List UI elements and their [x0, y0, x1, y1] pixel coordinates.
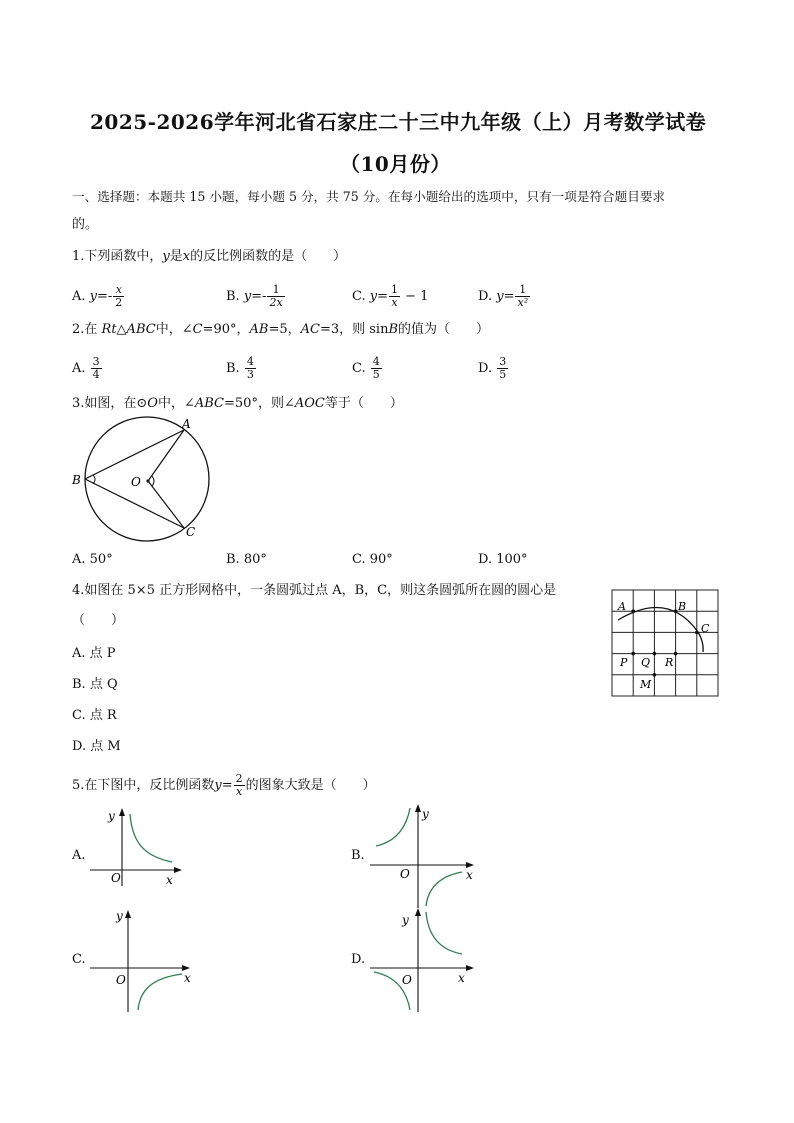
question-3-stem: 3.如图，在⊙O中，∠ABC=50°，则∠AOC等于（ ） — [72, 396, 403, 411]
q4-label-p: P — [620, 656, 628, 669]
q4-label-m: M — [640, 678, 652, 691]
q2-option-d[interactable]: D. $\frac{3}{5}$ — [478, 355, 507, 381]
q3-label-b: B — [72, 473, 81, 487]
q5-option-d-label[interactable]: D. — [351, 952, 366, 967]
section-header: 一、选择题：本题共 15 小题，每小题 5 分，共 75 分。在每小题给出的选项中，只有一项是符合题目要求 — [72, 189, 666, 204]
q3-label-c: C — [186, 525, 196, 539]
q3-option-b[interactable]: B. 80° — [226, 552, 267, 567]
page-title: 2025-2026学年河北省石家庄二十三中九年级（上）月考数学试卷 — [90, 110, 707, 134]
q1-option-a[interactable]: A. y=- $\frac{x}{2}$ — [72, 283, 123, 309]
q4-point-r — [674, 652, 678, 656]
q5-b-x-label: x — [466, 868, 473, 882]
q5-d-curve-top — [426, 912, 462, 954]
q3-label-o: O — [131, 475, 141, 489]
q5-option-b-label[interactable]: B. — [351, 848, 365, 863]
q5-a-origin: O — [111, 871, 121, 885]
q2-option-b[interactable]: B. $\frac{4}{3}$ — [226, 355, 254, 381]
q4-grid-figure — [608, 588, 723, 703]
q3-center-point — [146, 479, 149, 482]
q5-a-y-label: y — [108, 809, 115, 823]
q3-option-d[interactable]: D. 100° — [478, 552, 528, 567]
q4-label-a: A — [618, 600, 626, 613]
q4-option-d[interactable]: D. 点 M — [72, 739, 121, 754]
q5-a-curve — [130, 814, 172, 862]
q4-label-b: B — [678, 600, 687, 613]
q5-c-y-label: y — [116, 909, 123, 923]
q5-d-origin: O — [402, 973, 412, 987]
q4-option-a[interactable]: A. 点 P — [72, 646, 116, 661]
q5-b-origin: O — [400, 867, 410, 881]
q4-label-q: Q — [641, 656, 651, 669]
q3-circle-figure — [66, 415, 216, 545]
q2-option-a[interactable]: A. $\frac{3}{4}$ — [72, 355, 100, 381]
q5-b-curve-top — [376, 808, 410, 846]
q1-option-c[interactable]: C. y= $\frac{1}{x}$ − 1 — [352, 283, 429, 309]
q5-option-a-label[interactable]: A. — [72, 848, 86, 863]
q3-segment-ba — [85, 430, 184, 479]
q4-option-c[interactable]: C. 点 R — [72, 708, 117, 723]
q4-point-q — [653, 652, 657, 656]
q3-label-a: A — [182, 417, 191, 431]
question-4-stem-cont: （ ） — [72, 613, 125, 628]
q5-c-origin: O — [116, 973, 126, 987]
question-4-stem: 4.如图在 5×5 正方形网格中，一条圆弧过点 A，B，C，则这条圆弧所在圆的圆心是 — [72, 583, 557, 598]
q3-circle — [85, 417, 209, 541]
question-1-stem: 1.下列函数中，y是x的反比例函数的是（ ） — [72, 249, 347, 264]
section-header-cont: 的。 — [72, 217, 99, 232]
q1-option-d[interactable]: D. y= $\frac{1}{\text{x²}}$ — [478, 283, 529, 309]
q5-c-curve — [138, 974, 182, 1010]
question-5-stem: 5.在下图中，反比例函数y= $\frac{2}{x}$ 的图象大致是（ ） — [72, 772, 376, 798]
q5-b-curve-bottom — [426, 872, 462, 906]
q4-point-p — [631, 652, 635, 656]
q5-b-y-label: y — [422, 807, 429, 821]
q2-option-c[interactable]: C. $\frac{4}{5}$ — [352, 355, 380, 381]
q5-c-x-label: x — [184, 971, 191, 985]
q3-option-a[interactable]: A. 50° — [72, 552, 113, 567]
q4-point-a — [631, 609, 635, 613]
q5-d-x-label: x — [458, 971, 465, 985]
q3-segment-oa — [148, 430, 184, 481]
q4-point-m — [653, 673, 657, 677]
q5-graph-d[interactable] — [366, 906, 481, 1016]
q4-point-c — [695, 631, 699, 635]
page-subtitle: （10月份） — [340, 152, 451, 176]
q4-label-c: C — [701, 622, 710, 635]
q4-option-b[interactable]: B. 点 Q — [72, 677, 118, 692]
q1-option-b[interactable]: B. y=- $\frac{1}{2x}$ — [226, 283, 283, 309]
q5-d-y-label: y — [402, 913, 409, 927]
question-2-stem: 2.在 Rt△ABC中，∠C=90°，AB=5，AC=3，则 sinB的值为（ ） — [72, 322, 490, 337]
q3-segment-oc — [148, 481, 184, 528]
q5-graph-a[interactable] — [86, 806, 186, 890]
q5-graph-c[interactable] — [86, 906, 196, 1016]
q5-option-c-label[interactable]: C. — [72, 952, 86, 967]
q3-option-c[interactable]: C. 90° — [352, 552, 393, 567]
q4-label-r: R — [665, 656, 674, 669]
q5-graph-b[interactable] — [366, 800, 481, 912]
q3-angle-o-arc — [152, 476, 154, 486]
q4-arc — [618, 608, 703, 653]
q5-a-x-label: x — [166, 873, 173, 887]
q4-point-b — [674, 609, 678, 613]
